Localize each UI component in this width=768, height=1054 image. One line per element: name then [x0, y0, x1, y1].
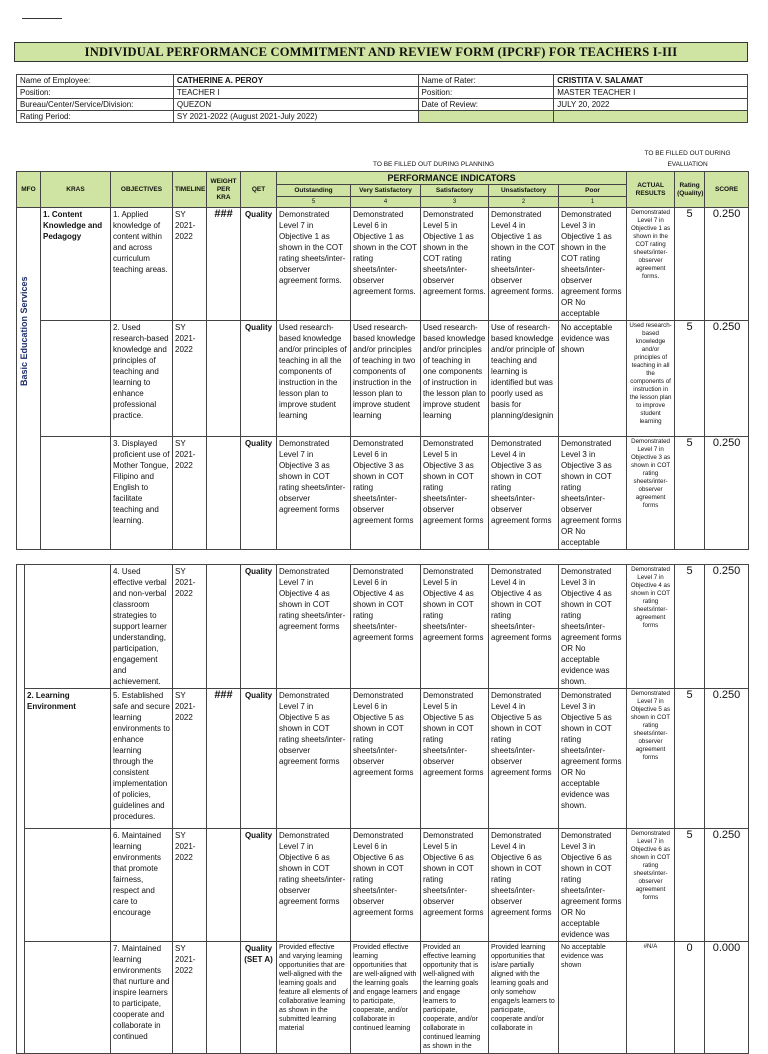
- weight-cell: [207, 942, 241, 1054]
- objective-cell: 5. Established safe and secure learning environments to enhance learning through the consistent implementation of policies, guidelines and procedures.: [111, 689, 173, 829]
- table-row: [17, 829, 749, 942]
- rating-cell: 5: [675, 437, 705, 550]
- outstanding-cell: Demonstrated Level 7 in Objective 6 as shown in COT rating sheets/inter-observer agreement forms: [277, 829, 351, 942]
- kra-cell: [25, 942, 111, 1054]
- kra-cell: [41, 437, 111, 550]
- objective-cell: 6. Maintained learning environments that promote fairness, respect and care to encourage: [111, 829, 173, 942]
- poor-cell: No acceptable evidence was shown: [559, 321, 627, 437]
- outstanding-cell: Used research-based knowledge and/or principles of teaching in all the components of instruction in the lesson plan to improve student learning: [277, 321, 351, 437]
- kras-header: KRAS: [41, 172, 111, 208]
- table-row: [17, 321, 749, 437]
- unsatisfactory-header: Unsatisfactory: [489, 185, 559, 197]
- mfo-label: Basic Education Services: [19, 276, 29, 386]
- weight-cell: [207, 437, 241, 550]
- very-satisfactory-cell: Demonstrated Level 6 in Objective 6 as shown in COT rating sheets/inter-observer agreement forms: [351, 829, 421, 942]
- satisfactory-cell: Demonstrated Level 5 in Objective 5 as shown in COT rating sheets/inter-observer agreement forms: [421, 689, 489, 829]
- poor-cell: Demonstrated Level 3 in Objective 6 as shown in COT rating sheets/inter-agreement forms OR No acceptable evidence was: [559, 829, 627, 942]
- satisfactory-cell: Demonstrated Level 5 in Objective 3 as shown in COT rating sheets/inter-observer agreement forms: [421, 437, 489, 550]
- poor-cell: No acceptable evidence was shown: [559, 942, 627, 1054]
- employee-value: CATHERINE A. PEROY: [173, 75, 418, 87]
- qet-cell: Quality: [241, 565, 277, 689]
- score-cell: 0.250: [705, 829, 749, 942]
- timeline-cell: SY 2021-2022: [173, 208, 207, 321]
- poor-header: Poor: [559, 185, 627, 197]
- rating-cell: 5: [675, 321, 705, 437]
- page-mark: [22, 18, 62, 19]
- objective-cell: 4. Used effective verbal and non-verbal classroom strategies to support learner understanding, participation, engagement and achievement.: [111, 565, 173, 689]
- weight-cell: [207, 829, 241, 942]
- weight-cell: ###: [207, 689, 241, 829]
- timeline-cell: SY 2021-2022: [173, 829, 207, 942]
- qet-cell: Quality: [241, 321, 277, 437]
- outstanding-cell: Demonstrated Level 7 in Objective 4 as shown in COT rating sheets/inter-agreement forms: [277, 565, 351, 689]
- weight-header: WEIGHT PER KRA: [207, 172, 241, 208]
- level-2: 2: [489, 197, 559, 208]
- period-value: SY 2021-2022 (August 2021-July 2022): [173, 111, 418, 123]
- satisfactory-cell: Demonstrated Level 5 in Objective 6 as shown in COT rating sheets/inter-observer agreement forms: [421, 829, 489, 942]
- kra-cell: [25, 565, 111, 689]
- objective-cell: 2. Used research-based knowledge and principles of teaching and learning to enhance professional practice.: [111, 321, 173, 437]
- qet-cell: Quality: [241, 829, 277, 942]
- actual-result-cell: Used research-based knowledge and/or principles of teaching in all the components of instruction in the lesson plan to improve student learning: [627, 321, 675, 437]
- level-3: 3: [421, 197, 489, 208]
- score-header: SCORE: [705, 172, 749, 208]
- actual-result-cell: Demonstrated Level 7 in Objective 4 as shown in COT rating sheets/inter-agreement forms: [627, 565, 675, 689]
- kra-cell: 2. Learning Environment: [25, 689, 111, 829]
- table-row: [17, 208, 749, 321]
- employee-label: Name of Employee:: [17, 75, 174, 87]
- actual-result-cell: Demonstrated Level 7 in Objective 1 as shown in the COT rating sheets/inter-observer agreement forms.: [627, 208, 675, 321]
- rater-position-label: Position:: [418, 87, 554, 99]
- objectives-header: OBJECTIVES: [111, 172, 173, 208]
- poor-cell: Demonstrated Level 3 in Objective 1 as shown in the COT rating sheets/inter-observer agreement forms OR No acceptable: [559, 208, 627, 321]
- qet-cell: Quality (SET A): [241, 942, 277, 1054]
- timeline-cell: SY 2021-2022: [173, 689, 207, 829]
- position-label: Position:: [17, 87, 174, 99]
- actual-result-cell: Demonstrated Level 7 in Objective 3 as shown in COT rating sheets/inter-observer agreement forms: [627, 437, 675, 550]
- timeline-cell: SY 2021-2022: [173, 321, 207, 437]
- period-label: Rating Period:: [17, 111, 174, 123]
- outstanding-header: Outstanding: [277, 185, 351, 197]
- weight-cell: ###: [207, 208, 241, 321]
- very-satisfactory-cell: Demonstrated Level 6 in Objective 5 as shown in COT rating sheets/inter-observer agreement forms: [351, 689, 421, 829]
- weight-cell: [207, 321, 241, 437]
- outstanding-cell: Demonstrated Level 7 in Objective 5 as shown in COT rating sheets/inter-observer agreement forms: [277, 689, 351, 829]
- rater-position-value: MASTER TEACHER I: [554, 87, 748, 99]
- unsatisfactory-cell: Demonstrated Level 4 in Objective 4 as shown in COT rating sheets/inter-agreement forms: [489, 565, 559, 689]
- bureau-value: QUEZON: [173, 99, 418, 111]
- evaluation-header: TO BE FILLED OUT DURING EVALUATION: [627, 147, 749, 172]
- mfo-cell: [17, 565, 25, 1054]
- performance-table-continued: [16, 564, 749, 1054]
- info-filler: [554, 111, 748, 123]
- qet-cell: Quality: [241, 208, 277, 321]
- unsatisfactory-cell: Provided learning opportunities that is/are partially aligned with the learning goals and only somehow engage/s learners to participate, cooperate and/or collaborate in: [489, 942, 559, 1054]
- actual-result-cell: #N/A: [627, 942, 675, 1054]
- unsatisfactory-cell: Use of research-based knowledge and/or principle of teaching and learning is identified but was poorly used as basis for planning/designin: [489, 321, 559, 437]
- unsatisfactory-cell: Demonstrated Level 4 in Objective 5 as shown in COT rating sheets/inter-observer agreement forms: [489, 689, 559, 829]
- performance-table: [16, 147, 749, 550]
- poor-cell: Demonstrated Level 3 in Objective 5 as shown in COT rating sheets/inter-agreement forms OR No acceptable evidence was shown.: [559, 689, 627, 829]
- table-row: [17, 942, 749, 1054]
- rating-header: Rating (Quality): [675, 172, 705, 208]
- rater-value: CRISTITA V. SALAMAT: [554, 75, 748, 87]
- rating-cell: 5: [675, 565, 705, 689]
- rating-cell: 0: [675, 942, 705, 1054]
- position-value: TEACHER I: [173, 87, 418, 99]
- objective-cell: 1. Applied knowledge of content within and across curriculum teaching areas.: [111, 208, 173, 321]
- score-cell: 0.250: [705, 321, 749, 437]
- review-date-value: JULY 20, 2022: [554, 99, 748, 111]
- bureau-label: Bureau/Center/Service/Division:: [17, 99, 174, 111]
- outstanding-cell: Provided effective and varying learning opportunities that are well-aligned with the learning goals and feature all elements of collaborative learning as shown in the submitted learning material: [277, 942, 351, 1054]
- very-satisfactory-header: Very Satisfactory: [351, 185, 421, 197]
- satisfactory-cell: Demonstrated Level 5 in Objective 4 as shown in COT rating sheets/inter-agreement forms: [421, 565, 489, 689]
- unsatisfactory-cell: Demonstrated Level 4 in Objective 3 as shown in COT rating sheets/inter-observer agreement forms: [489, 437, 559, 550]
- very-satisfactory-cell: Demonstrated Level 6 in Objective 1 as shown in the COT rating sheets/inter-observer agreement forms.: [351, 208, 421, 321]
- outstanding-cell: Demonstrated Level 7 in Objective 1 as shown in the COT rating sheets/inter-observer agreement forms.: [277, 208, 351, 321]
- qet-header: QET: [241, 172, 277, 208]
- poor-cell: Demonstrated Level 3 in Objective 4 as shown in COT rating sheets/inter-agreement forms OR No acceptable evidence was shown.: [559, 565, 627, 689]
- form-title: INDIVIDUAL PERFORMANCE COMMITMENT AND REVIEW FORM (IPCRF) FOR TEACHERS I-III: [14, 42, 748, 62]
- mfo-header: MFO: [17, 172, 41, 208]
- very-satisfactory-cell: Demonstrated Level 6 in Objective 3 as shown in COT rating sheets/inter-observer agreement forms: [351, 437, 421, 550]
- qet-cell: Quality: [241, 689, 277, 829]
- qet-cell: Quality: [241, 437, 277, 550]
- table-row: [17, 437, 749, 550]
- employee-info-table: [16, 74, 748, 123]
- review-date-label: Date of Review:: [418, 99, 554, 111]
- rater-label: Name of Rater:: [418, 75, 554, 87]
- actual-results-header: ACTUAL RESULTS: [627, 172, 675, 208]
- satisfactory-cell: Used research-based knowledge and/or principles of teaching in one components of instruction in the lesson plan to improve student learning: [421, 321, 489, 437]
- poor-cell: Demonstrated Level 3 in Objective 3 as shown in COT rating sheets/inter-observer agreement forms OR No acceptable: [559, 437, 627, 550]
- level-1: 1: [559, 197, 627, 208]
- outstanding-cell: Demonstrated Level 7 in Objective 3 as shown in COT rating sheets/inter-observer agreement forms: [277, 437, 351, 550]
- score-cell: 0.250: [705, 208, 749, 321]
- actual-result-cell: Demonstrated Level 7 in Objective 6 as shown in COT rating sheets/inter-observer agreement forms: [627, 829, 675, 942]
- very-satisfactory-cell: Provided effective learning opportunities that are well-aligned with the learning goals and engage learners to participate, cooperate, and/or collaborate in continued learning: [351, 942, 421, 1054]
- kra-cell: [25, 829, 111, 942]
- level-5: 5: [277, 197, 351, 208]
- performance-indicators-header: PERFORMANCE INDICATORS: [277, 172, 627, 185]
- rating-cell: 5: [675, 689, 705, 829]
- unsatisfactory-cell: Demonstrated Level 4 in Objective 1 as shown in the COT rating sheets/inter-observer agreement forms.: [489, 208, 559, 321]
- objective-cell: 7. Maintained learning environments that nurture and inspire learners to participate, cooperate and collaborate in continued: [111, 942, 173, 1054]
- score-cell: 0.000: [705, 942, 749, 1054]
- kra-cell: [41, 321, 111, 437]
- score-cell: 0.250: [705, 689, 749, 829]
- very-satisfactory-cell: Demonstrated Level 6 in Objective 4 as shown in COT rating sheets/inter-agreement forms: [351, 565, 421, 689]
- timeline-cell: SY 2021-2022: [173, 565, 207, 689]
- info-filler: [418, 111, 554, 123]
- weight-cell: [207, 565, 241, 689]
- continuation-sheet: [0, 556, 768, 1050]
- actual-result-cell: Demonstrated Level 7 in Objective 5 as shown in COT rating sheets/inter-observer agreement forms: [627, 689, 675, 829]
- timeline-header: TIMELINE: [173, 172, 207, 208]
- score-cell: 0.250: [705, 565, 749, 689]
- planning-header: TO BE FILLED OUT DURING PLANNING: [241, 147, 627, 172]
- objective-cell: 3. Displayed proficient use of Mother Tongue, Filipino and English to facilitate teaching and learning.: [111, 437, 173, 550]
- timeline-cell: SY 2021-2022: [173, 942, 207, 1054]
- satisfactory-cell: Provided an effective learning opportunity that is well-aligned with the learning goals and engage learners to participate, cooperate, and/or collaborate in continued learning as shown in the: [421, 942, 489, 1054]
- rating-cell: 5: [675, 829, 705, 942]
- table-row: [17, 565, 749, 689]
- mfo-cell: [17, 208, 41, 550]
- table-row: [17, 689, 749, 829]
- satisfactory-cell: Demonstrated Level 5 in Objective 1 as shown in the COT rating sheets/inter-observer agreement forms.: [421, 208, 489, 321]
- very-satisfactory-cell: Used research-based knowledge and/or principles of teaching in two components of instruction in the lesson plan to improve student learning: [351, 321, 421, 437]
- satisfactory-header: Satisfactory: [421, 185, 489, 197]
- score-cell: 0.250: [705, 437, 749, 550]
- timeline-cell: SY 2021-2022: [173, 437, 207, 550]
- rating-cell: 5: [675, 208, 705, 321]
- unsatisfactory-cell: Demonstrated Level 4 in Objective 6 as shown in COT rating sheets/inter-observer agreement forms: [489, 829, 559, 942]
- kra-cell: 1. Content Knowledge and Pedagogy: [41, 208, 111, 321]
- level-4: 4: [351, 197, 421, 208]
